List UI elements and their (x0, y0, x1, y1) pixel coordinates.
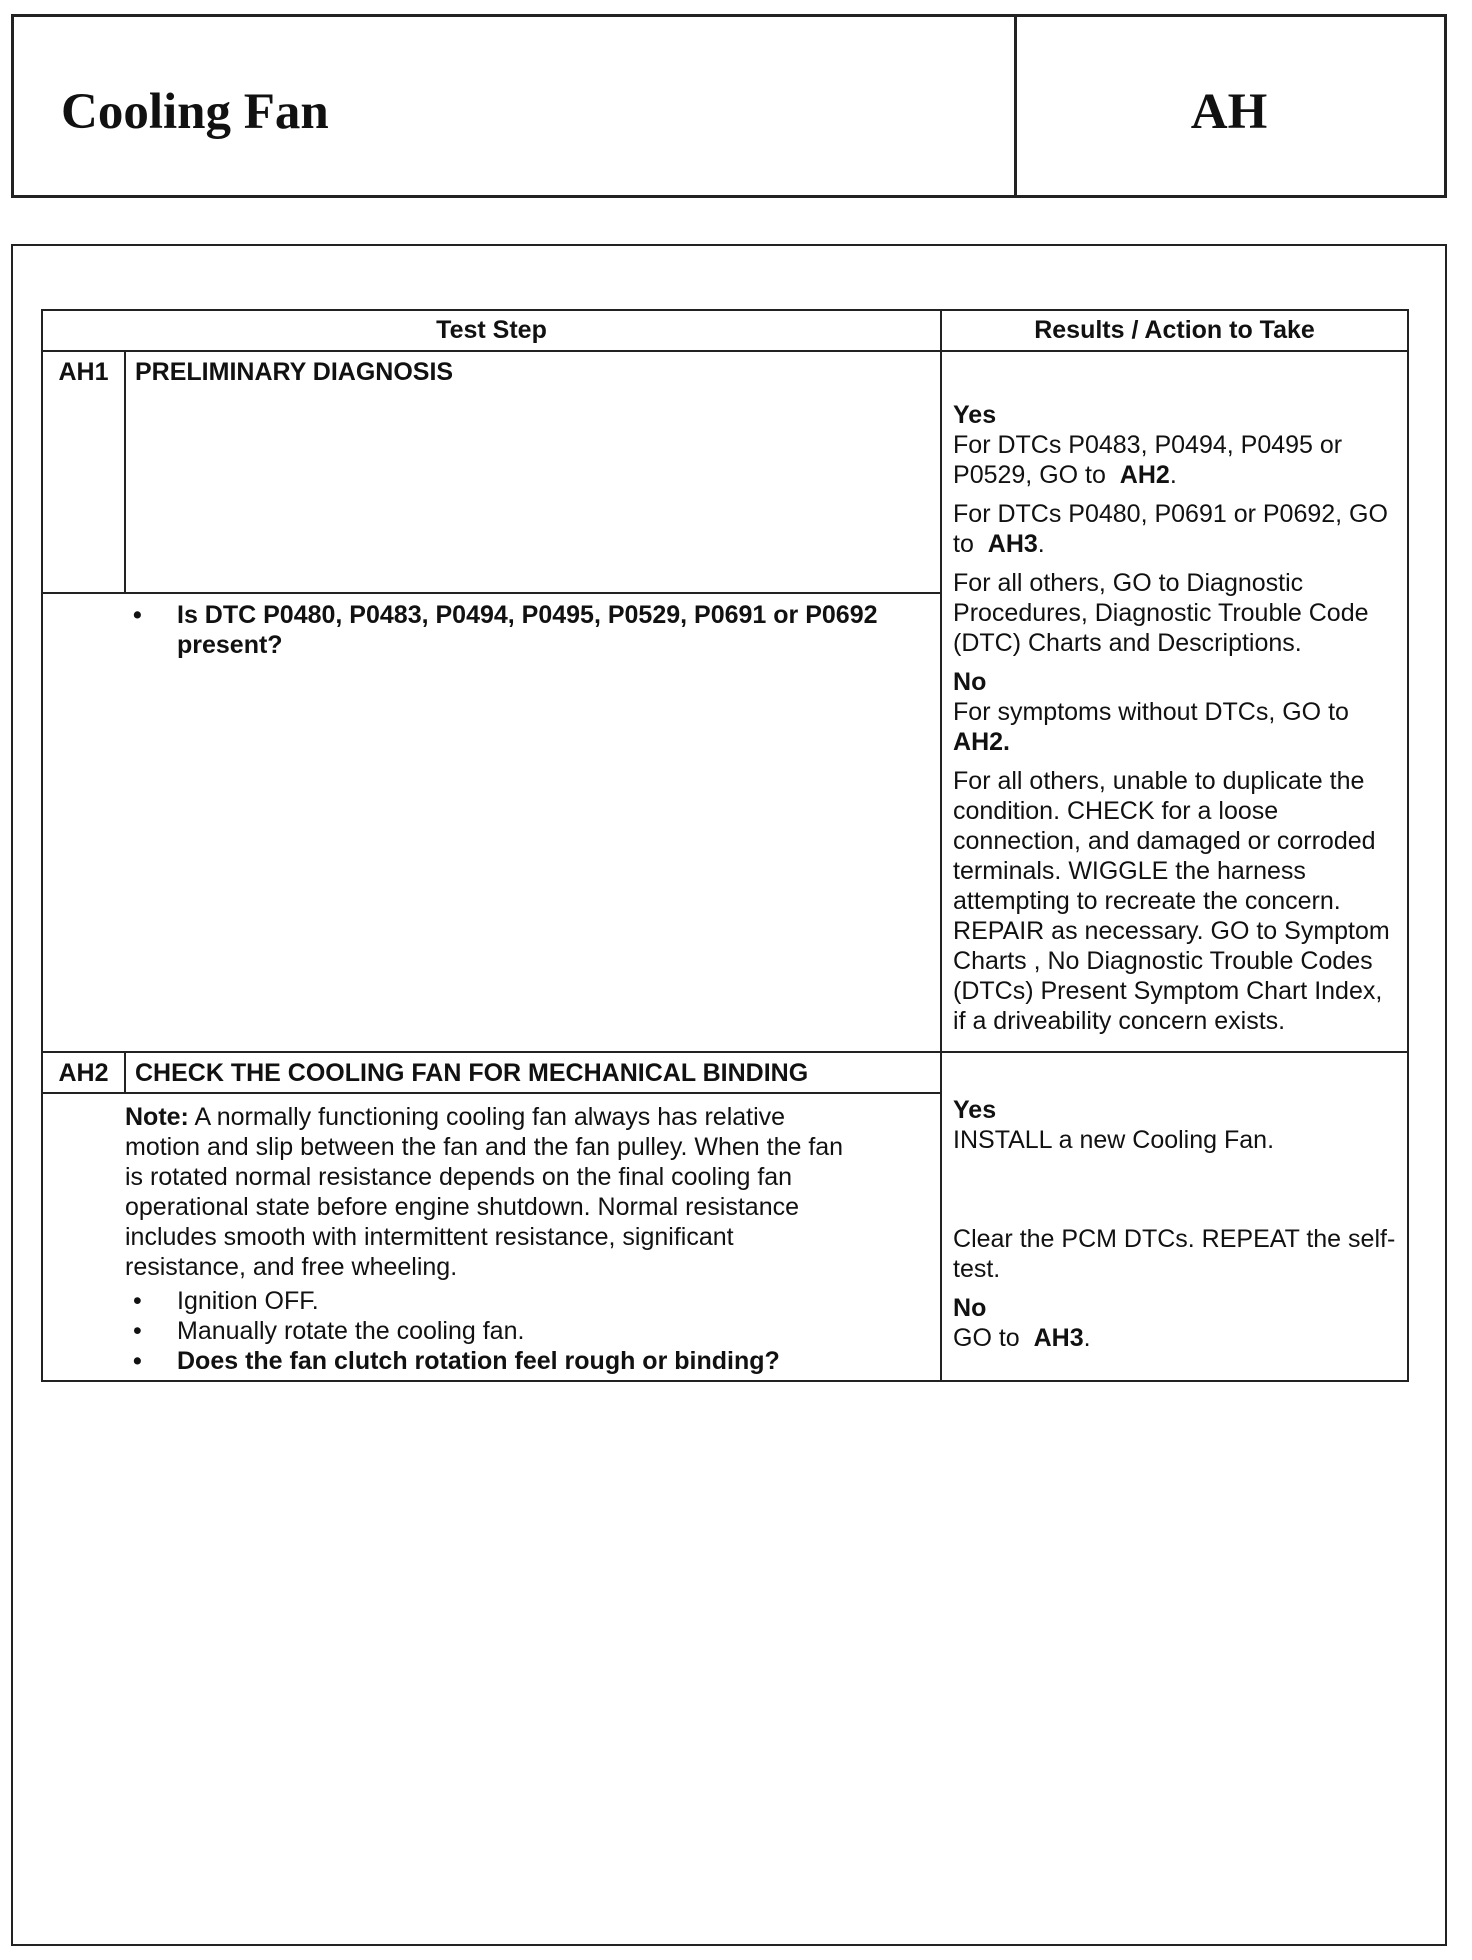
step-id: AH1 (42, 351, 125, 593)
yes-label: Yes (953, 1096, 997, 1124)
yes-label: Yes (953, 401, 997, 429)
page-title: Cooling Fan (61, 84, 329, 140)
result-text: For all others, GO to Diagnostic Procedures, Diagnostic Trouble Code (DTC) Charts and Descriptions. (953, 569, 1369, 657)
list-item: • Does the fan clutch rotation feel rough or binding? (133, 1347, 780, 1375)
step-instructions (125, 593, 941, 1052)
result-text: For DTCs P0480, P0691 or P0692, GO to AH3. (953, 500, 1388, 558)
step-note: Note: A normally functioning cooling fan always has relative motion and slip between the fan and the fan pulley. When the fan is rotated normal resistance depends on the final cooling fan operational state before engine shutdown. Normal resistance includes smooth with intermittent resistance, significant resistance, and free wheeling. (125, 1103, 844, 1281)
no-label: No (953, 1294, 987, 1322)
result-text: GO to AH3. (953, 1324, 1091, 1352)
step-heading-row (42, 351, 1408, 593)
step-results (941, 351, 1408, 1052)
table-header-row (42, 310, 1408, 351)
result-text: For symptoms without DTCs, GO to AH2. (953, 698, 1349, 756)
step-heading: PRELIMINARY DIAGNOSIS (125, 351, 941, 593)
diagnostic-table (41, 309, 1407, 1382)
col-header-test-step: Test Step (42, 310, 941, 351)
no-label: No (953, 668, 987, 696)
page-header (11, 14, 1447, 198)
list-item: • Ignition OFF. (133, 1287, 319, 1315)
step-heading-row (42, 1052, 1408, 1093)
step-id: AH2 (42, 1052, 125, 1093)
result-text: For all others, unable to duplicate the condition. CHECK for a loose connection, and damaged or corroded terminals. WIGGLE the harness attempting to recreate the concern. REPAIR as necessary. GO to Symptom Charts , No Diagnostic Trouble Codes (DTCs) Present Symptom Chart Index, if a driveability concern exists. (953, 767, 1390, 1035)
step-instructions (125, 1093, 941, 1381)
step-heading: CHECK THE COOLING FAN FOR MECHANICAL BINDING (125, 1052, 941, 1093)
result-text: For DTCs P0483, P0494, P0495 or P0529, GO to AH2. (953, 431, 1343, 489)
result-text: Clear the PCM DTCs. REPEAT the self-test. (953, 1225, 1396, 1283)
col-header-results: Results / Action to Take (941, 310, 1408, 351)
result-text: INSTALL a new Cooling Fan. (953, 1126, 1275, 1154)
list-item: • Is DTC P0480, P0483, P0494, P0495, P0529, P0691 or P0692 present? (133, 600, 878, 659)
list-item: • Manually rotate the cooling fan. (133, 1317, 525, 1345)
step-results (941, 1052, 1408, 1381)
section-code: AH (1190, 84, 1268, 140)
